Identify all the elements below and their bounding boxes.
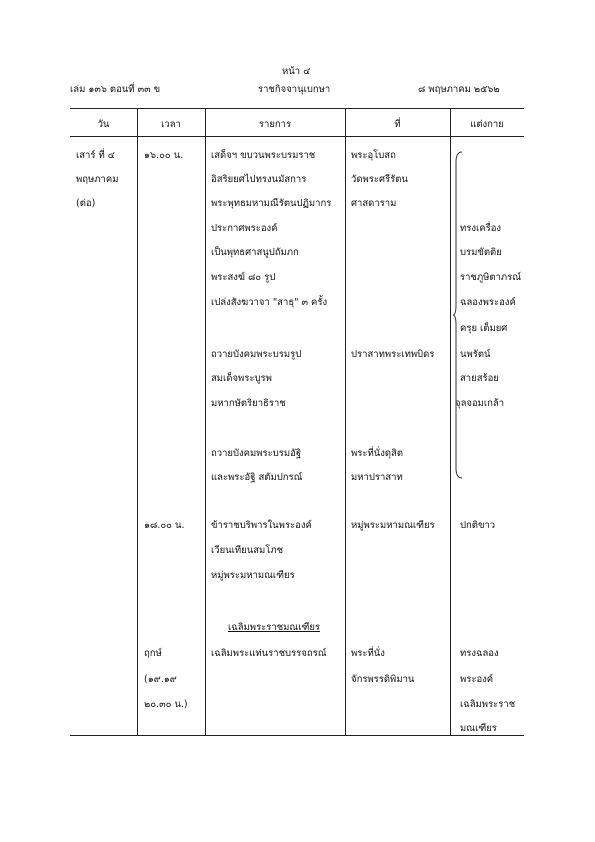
attire-line: เฉลิมพระราช <box>460 699 516 710</box>
attire-line: พระองค์ <box>460 674 494 685</box>
attire-line: บรมขัตติย <box>460 247 502 258</box>
time-cell: ๑๘.๐๐ น. <box>144 520 185 531</box>
page-number: หน้า ๔ <box>282 66 311 77</box>
time-cell: ๒๐.๓๐ น.) <box>144 699 188 710</box>
agenda-line: อิสริยยศไปทรงนมัสการ <box>211 174 307 185</box>
attire-line: จุลจอมเกล้า <box>455 398 505 409</box>
agenda-line: หมู่พระมหามณเฑียร <box>211 570 295 581</box>
agenda-line: เฉลิมพระแท่นราชบรรจถรณ์ <box>211 648 327 659</box>
table-bottom-border <box>70 735 524 736</box>
time-cell: ฤกษ์ <box>144 648 162 659</box>
attire-line: ทรงฉลอง <box>460 648 499 659</box>
column-divider <box>137 108 138 735</box>
brace-bracket <box>452 150 464 480</box>
volume-issue: เล่ม ๑๓๖ ตอนที่ ๓๓ ข <box>70 84 161 95</box>
column-header-time: เวลา <box>161 119 181 130</box>
place-line: วัดพระศรีรัตน <box>351 174 408 185</box>
place-line: พระที่นั่ง <box>351 648 385 659</box>
column-divider <box>345 108 346 735</box>
agenda-line: ถวายบังคมพระบรมอัฐิ <box>211 448 302 459</box>
attire-line: ฉลองพระองค์ <box>460 297 516 308</box>
table-header-border <box>70 136 524 137</box>
table-top-border <box>70 108 524 109</box>
agenda-line: ถวายบังคมพระบรมรูป <box>211 349 302 360</box>
attire-line: สายสร้อย <box>460 373 499 384</box>
publication-date: ๘ พฤษภาคม ๒๕๖๒ <box>418 84 500 95</box>
attire-line: นพรัตน์ <box>460 349 491 360</box>
place-line: ปราสาทพระเทพบิดร <box>351 349 435 360</box>
day-line: (ต่อ) <box>76 198 96 209</box>
column-header-agenda: รายการ <box>258 119 292 130</box>
agenda-line: เสด็จฯ ขบวนพระบรมราช <box>211 150 316 161</box>
time-cell: ๑๖.๐๐ น. <box>144 150 184 161</box>
attire-line: ครุย เต็มยศ <box>460 323 508 334</box>
agenda-line: มหากษัตริยาธิราช <box>211 398 286 409</box>
place-line: หมู่พระมหามณเฑียร <box>351 520 435 531</box>
column-header-place: ที่ <box>394 119 401 130</box>
agenda-line: เป็นพุทธศาสนูปถัมภก <box>211 247 299 258</box>
agenda-line: พระพุทธมหามณีรัตนปฏิมากร <box>211 198 332 209</box>
agenda-line: ข้าราชบริพารในพระองค์ <box>211 520 312 531</box>
column-header-attire: แต่งกาย <box>470 119 504 130</box>
place-line: พระที่นั่งดุสิต <box>351 448 403 459</box>
place-line: จักรพรรดิพิมาน <box>351 674 415 685</box>
agenda-subheading: เฉลิมพระราชมณเฑียร <box>228 622 321 633</box>
attire-line: ปกติขาว <box>460 520 496 531</box>
agenda-line: เวียนเทียนสมโภช <box>211 545 284 556</box>
column-divider <box>205 108 206 735</box>
attire-line: ทรงเครื่อง <box>460 223 502 234</box>
attire-line: ราชภูษิตาภรณ์ <box>460 272 522 283</box>
column-header-day: วัน <box>97 119 110 130</box>
agenda-line: ประกาศพระองค์ <box>211 223 278 234</box>
day-line: พฤษภาคม <box>76 174 119 185</box>
agenda-line: เปล่งสังฆวาจา "สาธุ" ๓ ครั้ง <box>211 297 328 308</box>
place-line: ศาสดาราม <box>351 198 397 209</box>
time-cell: (๑๙.๑๙ <box>144 674 177 685</box>
place-line: มหาปราสาท <box>351 472 403 483</box>
agenda-line: สมเด็จพระบูรพ <box>211 373 272 384</box>
place-line: พระอุโบสถ <box>351 150 396 161</box>
column-divider <box>450 108 451 735</box>
day-line: เสาร์ ที่ ๔ <box>76 150 115 161</box>
agenda-line: และพระอัฐิ สตัมปกรณ์ <box>211 472 303 483</box>
publication-name: ราชกิจจานุเบกษา <box>258 84 331 95</box>
agenda-line: พระสงฆ์ ๘๐ รูป <box>211 272 276 283</box>
attire-line: มณเฑียร <box>460 723 497 734</box>
